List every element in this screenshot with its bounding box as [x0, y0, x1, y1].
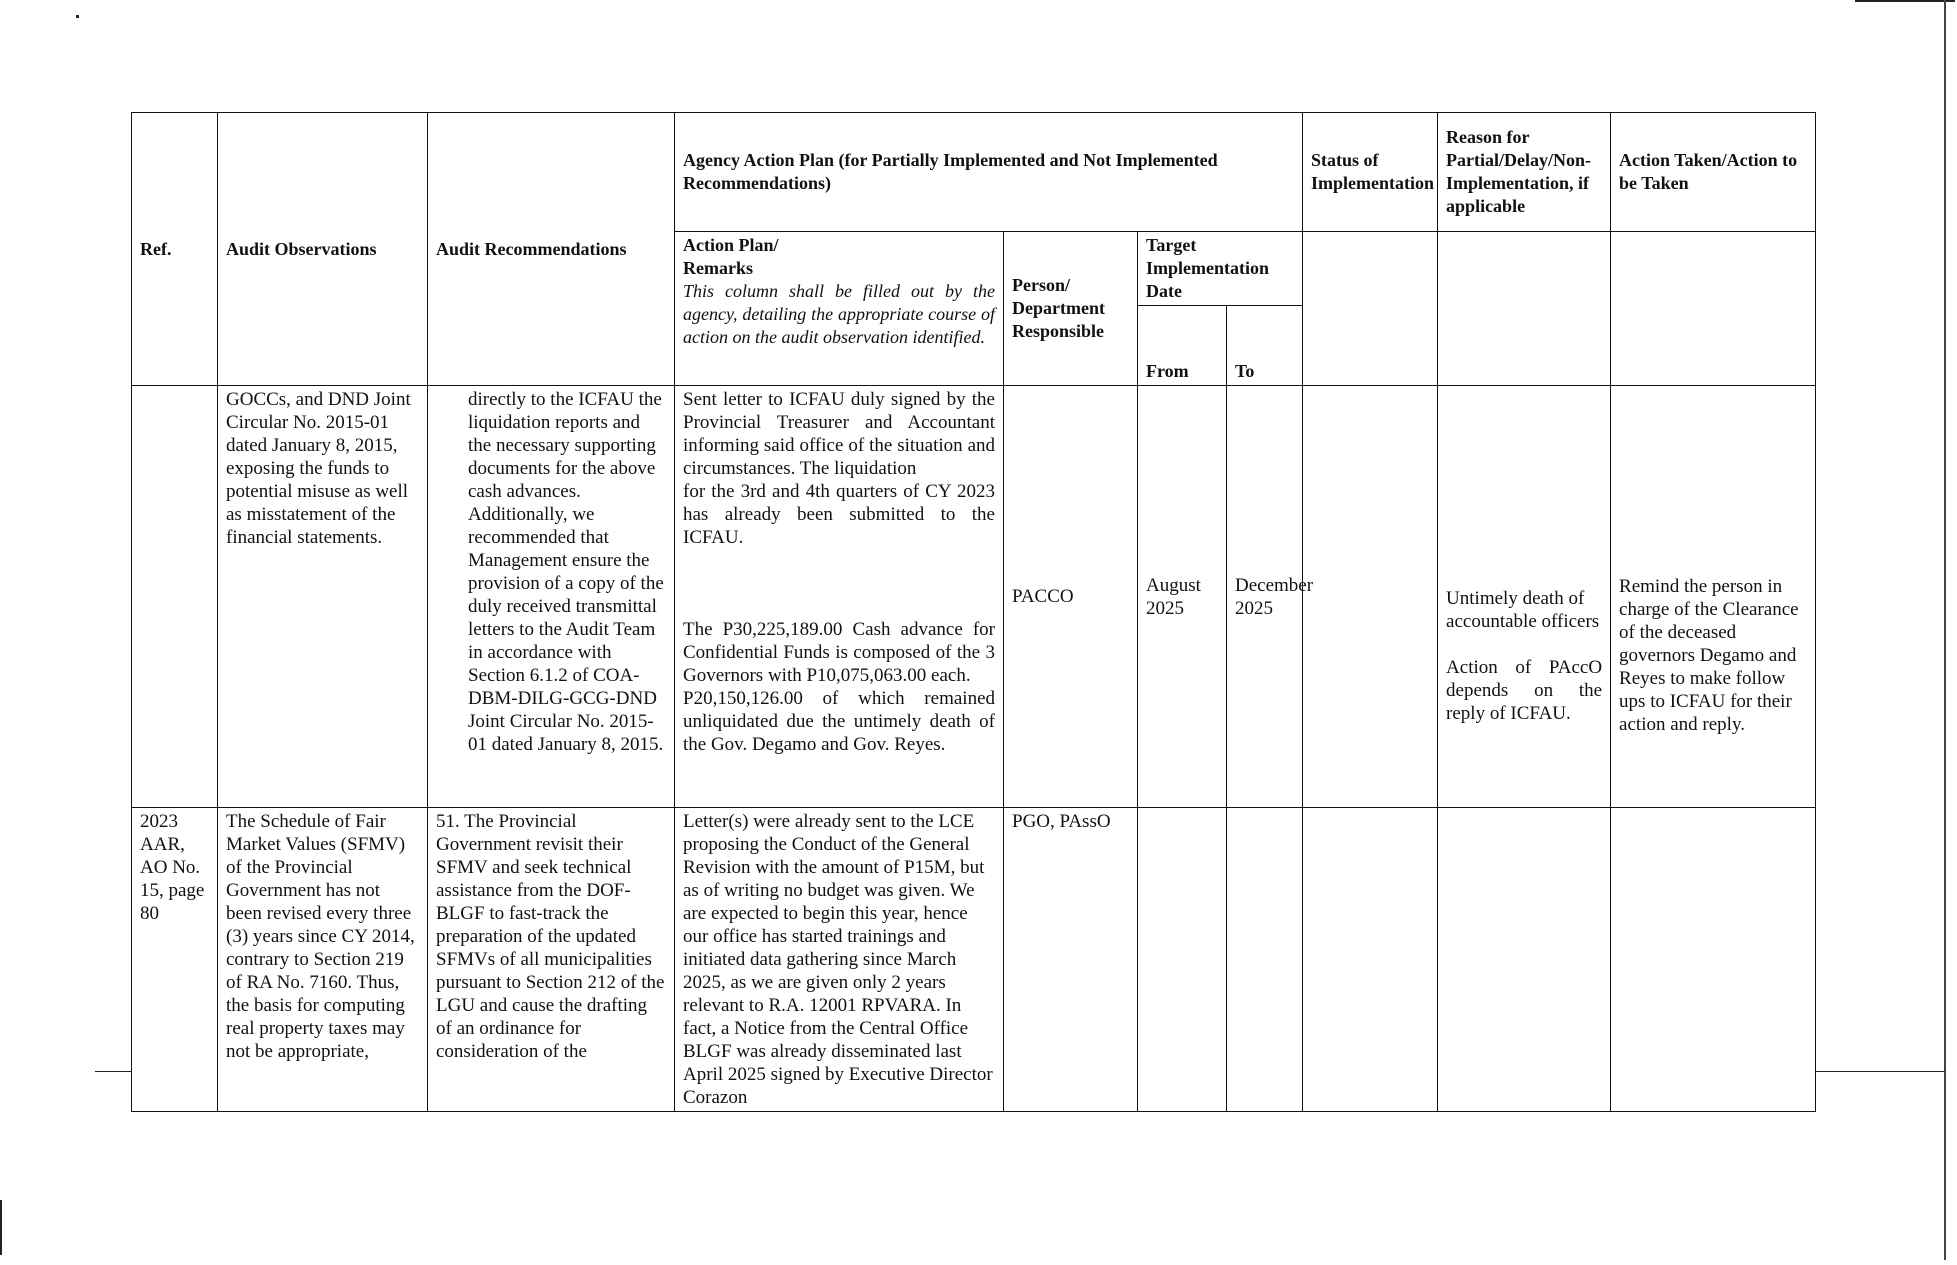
header-reason: Reason for Partial/Delay/Non-Implementation, if applicable — [1438, 113, 1611, 232]
cell-status — [1303, 808, 1438, 1112]
scan-edge-line-top-right — [1855, 0, 1955, 2]
action-plan-paragraph: The P30,225,189.00 Cash advance for Confidential Funds is composed of the 3 Governors with P10,075,063.00 each. P20,150,126.00 of which remained unliquidated due the untimely death of the Gov. Degamo and Gov. Reyes. — [683, 619, 995, 755]
header-action-taken: Action Taken/Action to be Taken — [1611, 113, 1816, 232]
header-to: To — [1227, 306, 1303, 386]
header-target-date: Target Implementation Date — [1138, 232, 1303, 306]
cell-action-taken — [1611, 808, 1816, 1112]
cell-status — [1303, 386, 1438, 808]
header-audit-recommendations: Audit Recommendations — [428, 113, 675, 386]
reason-paragraph: Untimely death of accountable officers — [1446, 587, 1600, 632]
header-reason-blank — [1438, 232, 1611, 386]
header-person-responsible: Person/ Department Responsible — [1004, 232, 1138, 386]
header-status: Status of Implementation — [1303, 113, 1438, 232]
table-row — [132, 808, 1816, 1112]
action-plan-paragraph: Sent letter to ICFAU duly signed by the Provincial Treasurer and Accountant informing said office of the situation and circumstances. The liquidation for the 3rd and 4th quarters of CY 2023 has already been submitted to the ICFAU. — [683, 389, 995, 548]
cell-from — [1138, 808, 1227, 1112]
cell-ref: 2023 AAR, AO No. 15, page 80 — [132, 808, 218, 1112]
cell-action-plan: Letter(s) were already sent to the LCE proposing the Conduct of the General Revision with the amount of P15M, but as of writing no budget was given. We are expected to begin this year, hence our office has started trainings and initiated data gathering since March 2025, as we are given only 2 years relevant to R.A. 12001 RPVARA. In fact, a Notice from the Central Office BLGF was already disseminated last April 2025 signed by Executive Director Corazon — [675, 808, 1004, 1112]
reason-paragraph: Action of PAccO depends on the reply of ICFAU. — [1446, 656, 1603, 724]
header-audit-observations: Audit Observations — [218, 113, 428, 386]
scan-speck — [76, 15, 79, 18]
header-agency-action-plan: Agency Action Plan (for Partially Implemented and Not Implemented Recommendations) — [675, 113, 1303, 232]
cell-action-taken: Remind the person in charge of the Clearance of the deceased governors Degamo and Reyes to make follow ups to ICFAU for their action and reply. — [1611, 386, 1816, 808]
audit-action-plan-table — [131, 112, 1816, 1112]
header-from: From — [1138, 306, 1227, 386]
scan-edge-line-left — [0, 1200, 2, 1255]
header-action-plan-title: Action Plan/ Remarks — [683, 235, 779, 278]
cell-to: December 2025 — [1227, 386, 1303, 808]
header-action-plan — [675, 232, 1004, 386]
table-row — [132, 386, 1816, 808]
cell-reason — [1438, 808, 1611, 1112]
cell-reason — [1438, 386, 1611, 808]
cell-recommendation: directly to the ICFAU the liquidation reports and the necessary supporting documents for the above cash advances. Additionally, we recommended that Management ensure the provision of a copy of the duly received transmittal letters to the Audit Team in accordance with Section 6.1.2 of COA-DBM-DILG-GCG-DND Joint Circular No. 2015-01 dated January 8, 2015. — [428, 386, 675, 808]
header-action-plan-note: This column shall be filled out by the agency, detailing the appropriate course of action on the audit observation identified. — [683, 281, 995, 347]
header-row-1 — [132, 113, 1816, 232]
cell-recommendation: 51. The Provincial Government revisit their SFMV and seek technical assistance from the DOF-BLGF to fast-track the preparation of the updated SFMVs of all municipalities pursuant to Section 212 of the LGU and cause the drafting of an ordinance for consideration of the — [428, 808, 675, 1112]
cell-person: PACCO — [1004, 386, 1138, 808]
cell-observation: The Schedule of Fair Market Values (SFMV) of the Provincial Government has not been revised every three (3) years since CY 2014, contrary to Section 219 of RA No. 7160. Thus, the basis for computing real property taxes may not be appropriate, — [218, 808, 428, 1112]
cell-ref — [132, 386, 218, 808]
header-status-blank — [1303, 232, 1438, 386]
cell-action-plan — [675, 386, 1004, 808]
cell-person: PGO, PAssO — [1004, 808, 1138, 1112]
cell-from: August 2025 — [1138, 386, 1227, 808]
header-ref: Ref. — [132, 113, 218, 386]
header-action-taken-blank — [1611, 232, 1816, 386]
scan-fold-line-right — [1815, 1071, 1945, 1072]
scan-fold-line-left — [95, 1071, 131, 1072]
cell-observation: GOCCs, and DND Joint Circular No. 2015-01 dated January 8, 2015, exposing the funds to potential misuse as well as misstatement of the financial statements. — [218, 386, 428, 808]
cell-to — [1227, 808, 1303, 1112]
